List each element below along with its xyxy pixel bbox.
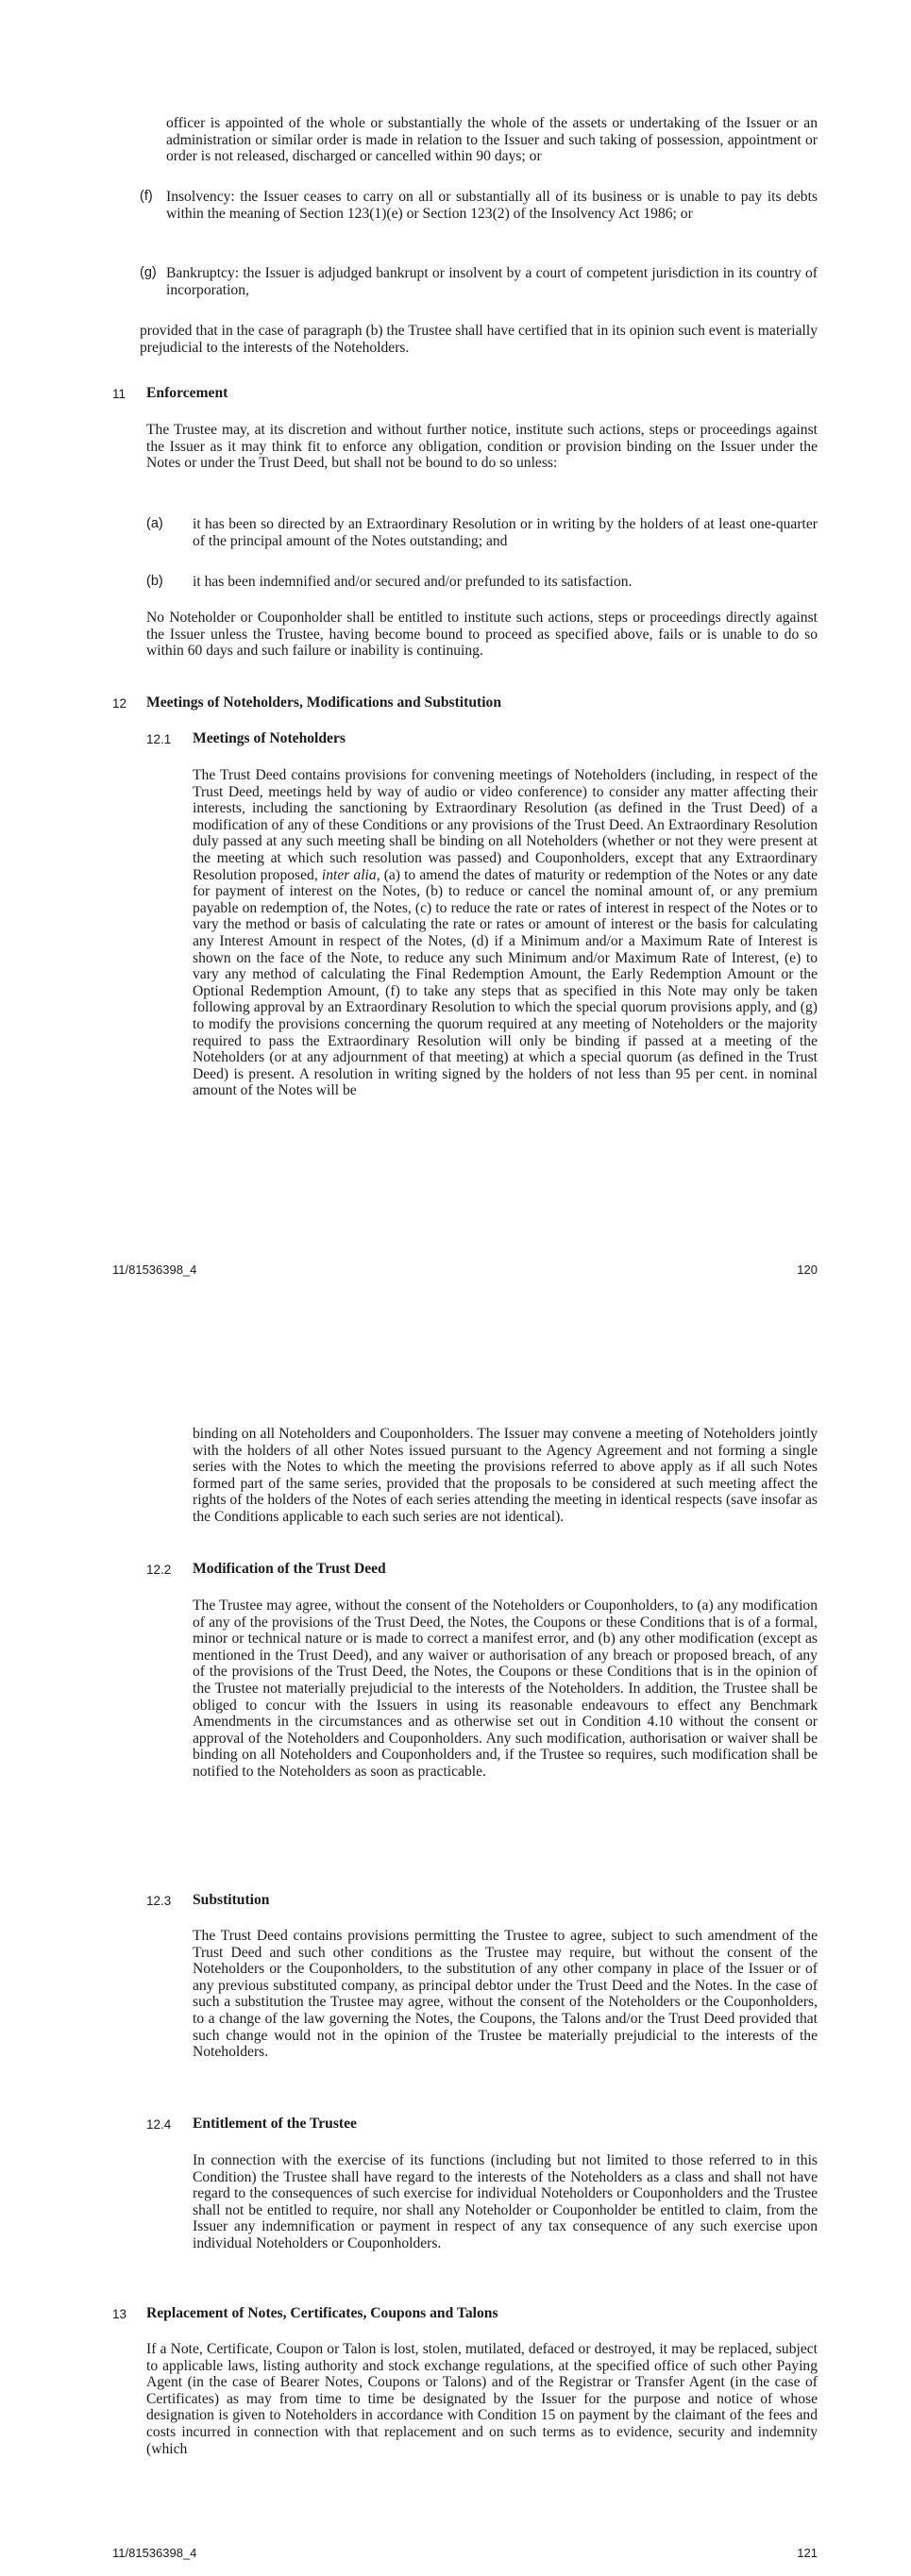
section-13-text: If a Note, Certificate, Coupon or Talon is lost, stolen, mutilated, defaced or destroyed, it may be replaced, subject to applicable laws, listing authority and stock exchange regulations, at the specified office of such other Paying Agent (in the case of Bearer Notes, Coupons or Talons) and of the Registrar or Transfer Agent (in the case of Certificates) as may from time to time be designated by the Issuer for the purpose and notice of whose designation is given to Noteholders in accordance with Condition 15 on payment by the claimant of the fees and costs incurred in connection with that replacement and on such terms as to evidence, security and indemnity (which	[146, 2341, 818, 2457]
intro-continuation: officer is appointed of the whole or substantially the whole of the assets or undertaking of the Issuer or an administration or similar order is made in relation to the Issuer and such taking of possession, appointment or order is not released, discharged or cancelled within 90 days; or	[166, 115, 818, 165]
item-f-insolvency: Insolvency: the Issuer ceases to carry on all or substantially all of its business or is unable to pay its debts within the meaning of Section 123(1)(e) or Section 123(2) of the Insolvency Act 1986; or	[166, 189, 818, 222]
subsection-12-3-text: The Trust Deed contains provisions permitting the Trustee to agree, subject to such amendment of the Trust Deed and such other conditions as the Trustee may require, but without the consent of the Noteholders or the Couponholders, to the substitution of any other company in place of the Issuer or of any previous substituted company, as principal debtor under the Trust Deed and the Notes. In the case of such a substitution the Trustee may agree, without the consent of the Noteholders or the Couponholders, to a change of the law governing the Notes, the Coupons, the Talons and/or the Trust Deed provided that such change would not in the opinion of the Trustee be materially prejudicial to the interests of the Noteholders.	[193, 1928, 818, 2061]
section-11-title: Enforcement	[146, 385, 228, 401]
section-11-item-a-label: (a)	[146, 516, 163, 531]
subsection-12-2-title: Modification of the Trust Deed	[193, 1561, 386, 1577]
subsection-12-4-title: Entitlement of the Trustee	[193, 2116, 357, 2132]
footer-page-number: 121	[797, 2546, 818, 2560]
section-11-para1: The Trustee may, at its discretion and without further notice, institute such actions, steps or proceedings against the Issuer as it may think fit to enforce any obligation, condition or provision binding on the Issuer under the Notes or under the Trust Deed, but shall not be bound to do so unless:	[146, 422, 818, 472]
footer-doc-ref: 11/81536398_4	[112, 2546, 197, 2560]
subsection-12-1-title: Meetings of Noteholders	[193, 730, 346, 746]
subsection-12-1-text: The Trust Deed contains provisions for convening meetings of Noteholders (including, in respect of the Trust Deed, meetings held by way of audio or video conference) to consider any matter affecting their interests, including the sanctioning by Extraordinary Resolution (as defined in the Trust Deed) of a modification of any of these Conditions or any provisions of the Trust Deed. An Extraordinary Resolution duly passed at any such meeting shall be binding on all Noteholders (whether or not they were present at the meeting at which such resolution was passed) and Couponholders, except that any Extraordinary Resolution proposed, inter alia, (a) to amend the dates of maturity or redemption of the Notes or any date for payment of interest on the Notes, (b) to reduce or cancel the nominal amount of, or any premium payable on redemption of, the Notes, (c) to reduce the rate or rates of interest in respect of the Notes or to vary the method or basis of calculating the rate or rates or amount of interest or the basis for calculating any Interest Amount in respect of the Notes, (d) if a Minimum and/or a Maximum Rate of Interest is shown on the face of the Note, to reduce any such Minimum and/or Maximum Rate of Interest, (e) to vary any method of calculating the Final Redemption Amount, the Early Redemption Amount or the Optional Redemption Amount, (f) to take any steps that as specified in this Note may only be taken following approval by an Extraordinary Resolution to which the special quorum provisions apply, and (g) to modify the provisions concerning the quorum required at any meeting of Noteholders or the majority required to pass the Extraordinary Resolution will only be binding if passed at a meeting of the Noteholders (or at any adjournment of that meeting) at which a special quorum (as defined in the Trust Deed) is present. A resolution in writing signed by the holders of not less than 95 per cent. in nominal amount of the Notes will be	[193, 767, 818, 1099]
subsection-12-3-number: 12.3	[146, 1894, 172, 1908]
item-f-label: (f)	[140, 189, 153, 204]
section-11-item-a: it has been so directed by an Extraordinary Resolution or in writing by the holders of at least one-quarter of the principal amount of the Notes outstanding; and	[193, 516, 818, 549]
section-11-item-b-label: (b)	[146, 574, 163, 589]
item-g-label: (g)	[140, 265, 157, 280]
footer-page-number: 120	[797, 1263, 818, 1277]
section-13-title: Replacement of Notes, Certificates, Coupons and Talons	[146, 2305, 498, 2321]
subsection-12-4-number: 12.4	[146, 2117, 172, 2132]
subsection-12-3-title: Substitution	[193, 1892, 270, 1908]
subsection-12-2-text: The Trustee may agree, without the consent of the Noteholders or Couponholders, to (a) any modification of any of the provisions of the Trust Deed, the Notes, the Coupons or these Conditions that is of a formal, minor or technical nature or is made to correct a manifest error, and (b) any other modification (except as mentioned in the Trust Deed), and any waiver or authorisation of any breach or proposed breach, of any of the provisions of the Trust Deed, the Notes, the Coupons or these Conditions that is in the opinion of the Trustee not materially prejudicial to the interests of the Noteholders. In addition, the Trustee shall be obliged to concur with the Issuers in using its reasonable endeavours to effect any Benchmark Amendments in the circumstances and as otherwise set out in Condition 4.10 without the consent or approval of the Noteholders and Couponholders. Any such modification, authorisation or waiver shall be binding on all Noteholders and Couponholders and, if the Trustee so requires, such modification shall be notified to the Noteholders as soon as practicable.	[193, 1597, 818, 1780]
inter-alia-italic: inter alia	[321, 866, 377, 883]
subsection-12-2-number: 12.2	[146, 1563, 172, 1577]
section-11-item-b: it has been indemnified and/or secured and/or prefunded to its satisfaction.	[193, 574, 633, 590]
proviso-paragraph: provided that in the case of paragraph (b) the Trustee shall have certified that in its opinion such event is materially prejudicial to the interests of the Noteholders.	[140, 323, 818, 356]
section-13-number: 13	[112, 2307, 127, 2321]
subsection-12-1-continuation: binding on all Noteholders and Couponholders. The Issuer may convene a meeting of Noteholders jointly with the holders of all other Notes issued pursuant to the Agency Agreement and not forming a single series with the Notes to which the meeting the provisions referred to above apply as if all such Notes formed part of the same series, provided that the proposals to be considered at such meeting affect the rights of the holders of the Notes of each series attending the meeting in identical respects (save insofar as the Conditions applicable to each such series are not identical).	[193, 1426, 818, 1525]
section-12-title: Meetings of Noteholders, Modifications and Substitution	[146, 694, 502, 711]
item-g-bankruptcy: Bankruptcy: the Issuer is adjudged bankrupt or insolvent by a court of competent jurisdiction in its country of incorporation,	[166, 265, 818, 298]
section-11-number: 11	[112, 387, 127, 401]
subsection-12-4-text: In connection with the exercise of its functions (including but not limited to those referred to in this Condition) the Trustee shall have regard to the interests of the Noteholders as a class and shall not have regard to the consequences of such exercise for individual Noteholders or Couponholders and the Trustee shall not be entitled to require, nor shall any Noteholder or Couponholder be entitled to claim, from the Issuer any indemnification or payment in respect of any tax consequence of any such exercise upon individual Noteholders or Couponholders.	[193, 2152, 818, 2251]
section-12-number: 12	[112, 696, 127, 711]
footer-doc-ref: 11/81536398_4	[112, 1263, 197, 1277]
section-11-para2: No Noteholder or Couponholder shall be entitled to institute such actions, steps or proceedings directly against the Issuer unless the Trustee, having become bound to proceed as specified above, fails or is unable to do so within 60 days and such failure or inability is continuing.	[146, 610, 818, 660]
subsection-12-1-number: 12.1	[146, 732, 172, 746]
